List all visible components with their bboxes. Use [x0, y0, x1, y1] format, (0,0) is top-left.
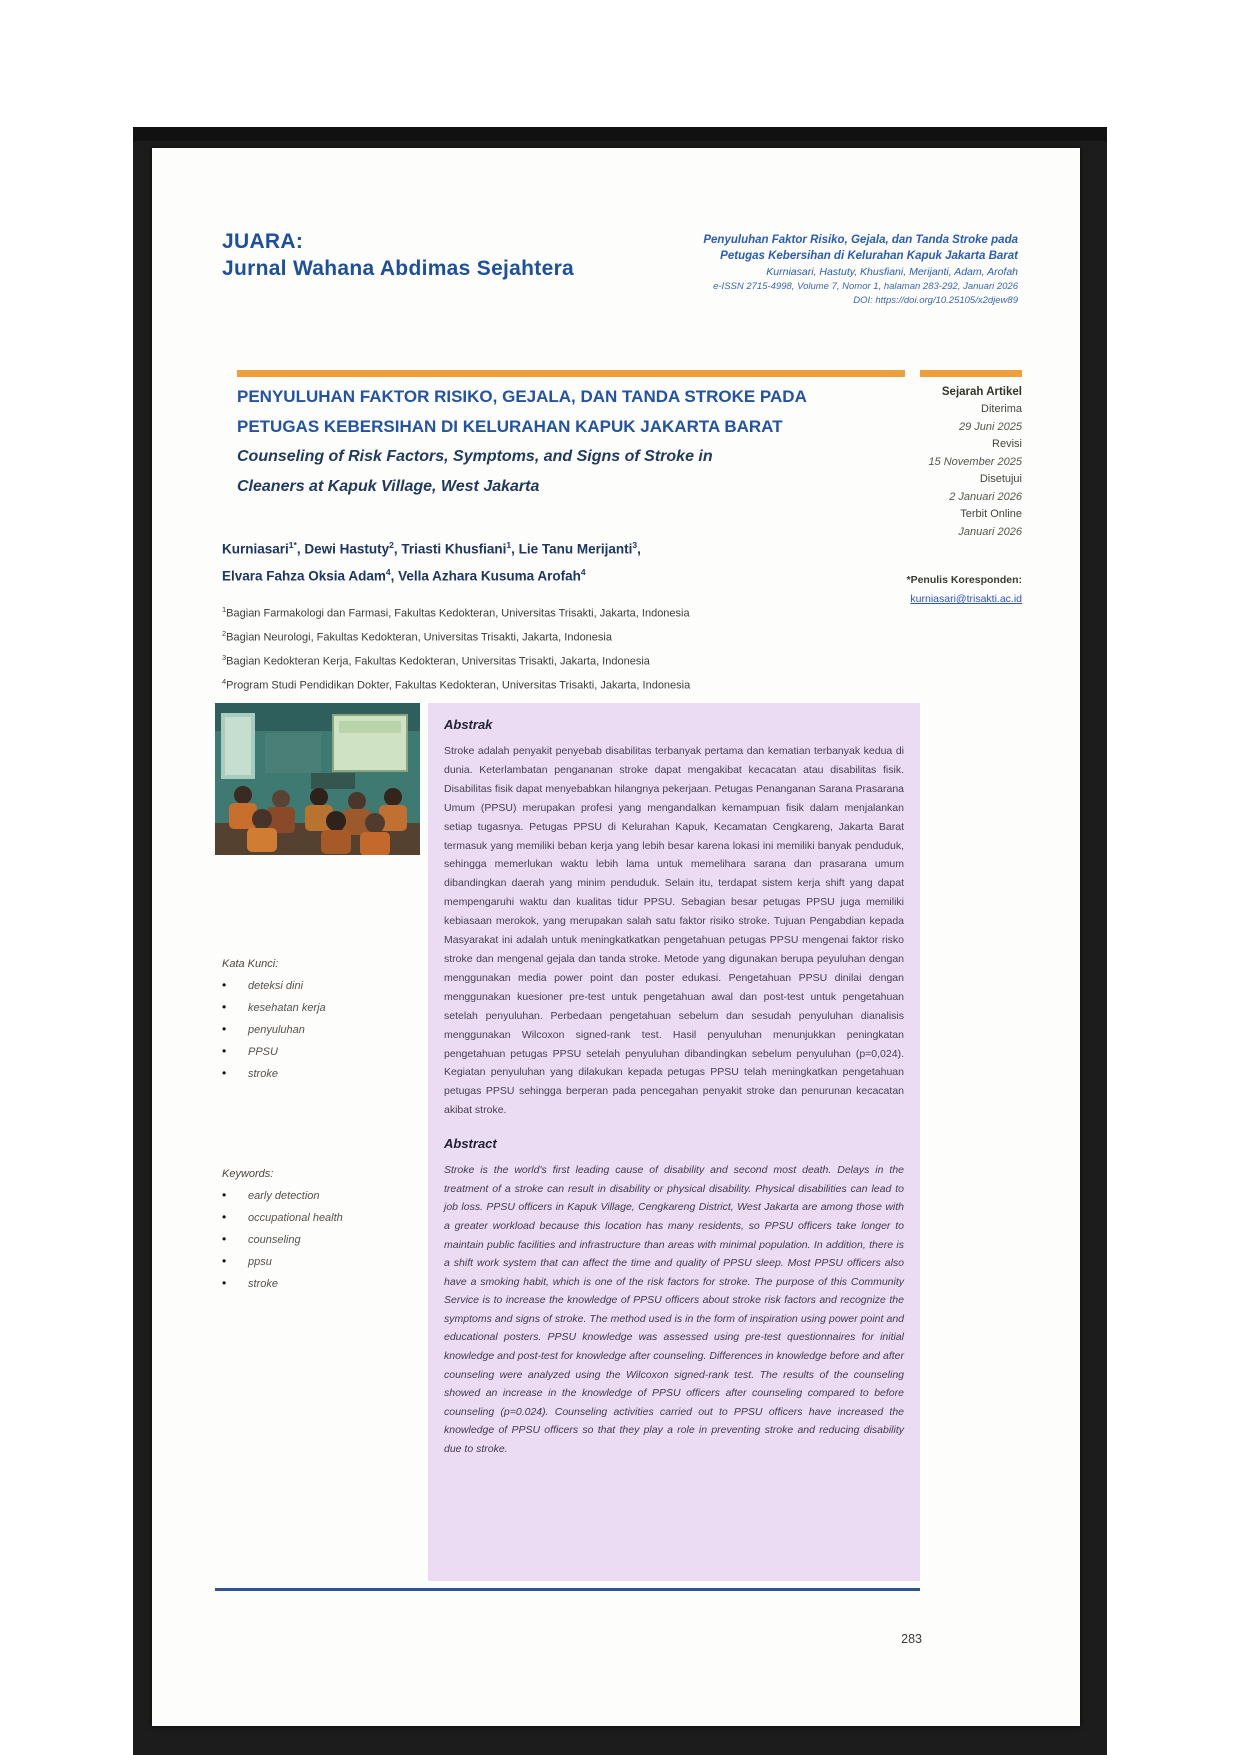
history-date: Januari 2026 — [958, 525, 1022, 538]
counseling-session-photo — [215, 703, 420, 855]
pdf-viewer-background — [133, 127, 1107, 1755]
keyword-item: • counseling — [222, 1232, 301, 1246]
affiliation-list — [222, 600, 862, 697]
history-label: Revisi — [992, 438, 1022, 450]
journal-logo-line1: JUARA: — [222, 230, 304, 253]
page-number: 283 — [901, 1632, 922, 1646]
correspondence-email-link[interactable]: kurniasari@trisakti.ac.id — [910, 593, 1022, 605]
bullet-icon: • — [222, 1210, 227, 1224]
keyword-item: • ppsu — [222, 1254, 272, 1268]
author-list — [222, 534, 822, 587]
doi-link[interactable]: DOI: https://doi.org/10.25105/x2djew89 — [853, 295, 1018, 306]
abstract-heading-english: Abstract — [444, 1136, 497, 1152]
abstract-text-indonesian: Stroke adalah penyakit penyebab disabilitas terbanyak pertama dan kematian terbanyak kedua di dunia. Keterlambatan pengananan stroke dapat mengakibat kecacatan atau disabilitas fisik. Disabilitas fisik dapat menyebabkan hilangnya pekerjaan. Petugas Penanganan Sarana Prasarana Umum (PPSU) merupakan profesi yang mengandalkan kemampuan fisik dalam menjalankan setiap tugasnya. Petugas PPSU di Kelurahan Kapuk, Kecamatan Cengkareng, Jakarta Barat termasuk yang memiliki beban kerja yang lebih besar karena lokasi ini memiliki banyak penduduk, sehingga memerlukan waktu lebih lama untuk memelihara sarana dan prasarana umum dibandingkan daerah yang minim penduduk. Selain itu, terdapat sistem kerja shift yang dapat mempengaruhi waktu dan kualitas tidur PPSU. Sebagian besar petugas PPSU juga memiliki kebiasaan merokok, yang merupakan salah satu faktor risiko stroke. Tujuan Pengabdian kepada Masyarakat ini adalah untuk meningkatkatkan pengetahuan petugas PPSU mengenai faktor risko stroke dan mengenal gejala dan tanda stroke. Metode yang digunakan berupa peyuluhan dengan menggunakan media power point dan poster edukasi. Pengetahuan PPSU dinilai dengan menggunakan kuesioner pre-test untuk pengetahuan awal dan post-test untuk pengetahuan setelah penyuluhan. Perbedaan pengetahuan sebelum dan sesudah penyuluhan dianalisis menggunakan Wilcoxon signed-rank test. Hasil penyuluhan menunjukkan peningkatan pengetahuan petugas PPSU setelah penyuluhan dibandingkan sebelum penyuluhan (p=0,024). Kegiatan penyuluhan yang dilakukan kepada petugas PPSU telah meningkatkan pengetahuan petugas PPSU sehingga berperan pada pencegahan penyakit stroke dan penurunan kecacatan akibat stroke. — [444, 745, 904, 1117]
bullet-icon: • — [222, 1254, 227, 1268]
bullet-icon: • — [222, 1000, 227, 1014]
history-label: Diterima — [981, 403, 1022, 415]
orange-rule-sidebar — [920, 370, 1022, 377]
running-head-issue: e-ISSN 2715-4998, Volume 7, Nomor 1, halaman 283-292, Januari 2026 — [713, 281, 1018, 292]
abstract-panel — [428, 703, 920, 1581]
history-label: Terbit Online — [960, 508, 1022, 520]
bullet-icon: • — [222, 1276, 227, 1290]
article-page — [152, 148, 1080, 1726]
author-line-2: Elvara Fahza Oksia Adam$^4$, Vella Azhara Kusuma Arofah$^4$ — [222, 566, 586, 583]
article-history — [852, 384, 1022, 541]
title-english-line1: Counseling of Risk Factors, Symptoms, and Signs of Stroke in — [237, 448, 713, 465]
keyword-item: • early detection — [222, 1188, 320, 1202]
keyword-item: • PPSU — [222, 1044, 278, 1058]
author-line-1: Kurniasari$^{1*}$, Dewi Hastuty$^2$, Triasti Khusfiani$^1$, Lie Tanu Merijanti$^3$, — [222, 540, 641, 557]
running-head — [703, 232, 1018, 308]
affiliation-item: $^3$Bagian Kedokteran Kerja, Fakultas Kedokteran, Universitas Trisakti, Jakarta, Indonesia — [222, 653, 650, 668]
keywords-english — [222, 1168, 412, 1298]
affiliation-item: $^2$Bagian Neurologi, Fakultas Kedokteran, Universitas Trisakti, Jakarta, Indonesia — [222, 629, 612, 644]
keyword-item: • penyuluhan — [222, 1022, 305, 1036]
history-label: Disetujui — [979, 473, 1022, 485]
keywords-indonesian — [222, 958, 412, 1088]
footer-rule — [215, 1588, 920, 1591]
journal-logo-line2: Jurnal Wahana Abdimas Sejahtera — [222, 257, 575, 280]
bullet-icon: • — [222, 1188, 227, 1202]
keywords-indonesian-heading: Kata Kunci: — [222, 958, 279, 970]
title-indonesian-line1: PENYULUHAN FAKTOR RISIKO, GEJALA, DAN TANDA STROKE PADA — [237, 387, 807, 406]
keyword-item: • deteksi dini — [222, 978, 304, 992]
bullet-icon: • — [222, 1066, 227, 1080]
title-indonesian-line2: PETUGAS KEBERSIHAN DI KELURAHAN KAPUK JAKARTA BARAT — [237, 417, 783, 436]
affiliation-item: $^4$Program Studi Pendidikan Dokter, Fakultas Kedokteran, Universitas Trisakti, Jakarta, Indonesia — [222, 677, 691, 693]
keyword-item: • stroke — [222, 1276, 278, 1290]
title-english-line2: Cleaners at Kapuk Village, West Jakarta — [237, 478, 540, 495]
keywords-english-heading: Keywords: — [222, 1168, 274, 1180]
bullet-icon: • — [222, 1022, 227, 1036]
keyword-item: • stroke — [222, 1066, 278, 1080]
abstract-heading-indonesian: Abstrak — [444, 717, 493, 732]
orange-rule-main — [237, 370, 905, 377]
article-title-block — [237, 382, 913, 502]
keyword-item: • occupational health — [222, 1210, 343, 1224]
running-head-title-line1: Penyuluhan Faktor Risiko, Gejala, dan Tanda Stroke pada — [703, 234, 1018, 246]
bullet-icon: • — [222, 1232, 227, 1246]
correspondence-label: *Penulis Koresponden: — [906, 574, 1022, 586]
bullet-icon: • — [222, 978, 227, 992]
running-head-title-line2: Petugas Kebersihan di Kelurahan Kapuk Jakarta Barat — [720, 250, 1018, 262]
abstract-text-english: Stroke is the world's first leading cause of disability and second most death. Delays in the treatment of a stroke can result in disability or physical disability. Physical disabilities can lead to job loss. PPSU officers in Kapuk Village, Cengkareng District, West Jakarta are among those with a greater workload because this location has many residents, so PPSU officers take longer to maintain public facilities and infrastructure than areas with minimal population. In addition, there is a shift work system that can affect the time and quality of PPSU sleep. Most PPSU officers also have a smoking habit, which is one of the risk factors for stroke. The purpose of this Community Service is to increase the knowledge of PPSU officers about stroke risk factors and recognize the symptoms and signs of stroke. The method used is in the form of inspiration using power point and educational posters. PPSU knowledge was assessed using pre-test questionnaires for initial knowledge and post-test for knowledge after counseling. Differences in knowledge before and after counseling were analyzed using the Wilcoxon signed-rank test. The results of the counseling showed an increase in the knowledge of PPSU officers after counseling compared to before counseling (p=0.024). Counseling activities carried out to PPSU officers have increased the knowledge of PPSU officers so that they play a role in preventing stroke and reducing disability due to stroke. — [444, 1164, 904, 1456]
affiliation-item: $^1$Bagian Farmakologi dan Farmasi, Fakultas Kedokteran, Universitas Trisakti, Jakarta, Indonesia — [222, 605, 690, 620]
keyword-item: • kesehatan kerja — [222, 1000, 326, 1014]
journal-logo — [222, 228, 574, 282]
history-date: 15 November 2025 — [928, 455, 1022, 468]
running-head-authors: Kurniasari, Hastuty, Khusfiani, Merijanti, Adam, Arofah — [766, 266, 1018, 278]
bullet-icon: • — [222, 1044, 227, 1058]
history-date: 29 Juni 2025 — [959, 420, 1022, 433]
correspondence-block — [852, 572, 1022, 608]
article-history-heading: Sejarah Artikel — [941, 386, 1022, 398]
history-date: 2 Januari 2026 — [949, 490, 1022, 503]
